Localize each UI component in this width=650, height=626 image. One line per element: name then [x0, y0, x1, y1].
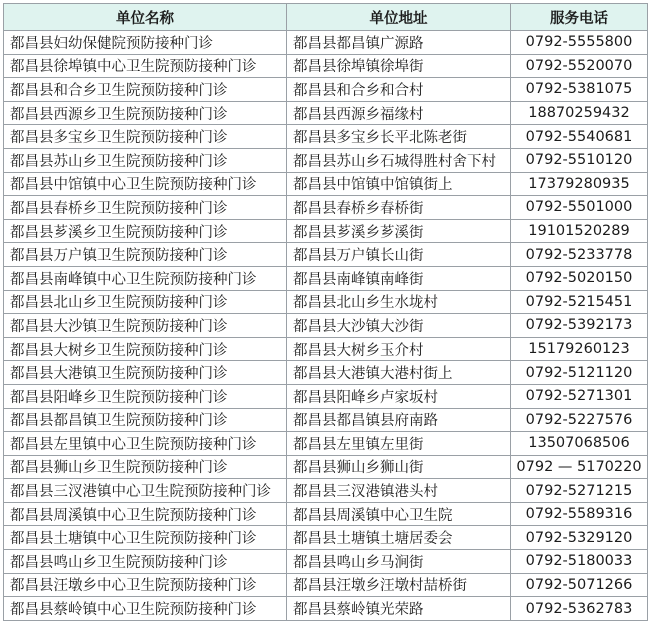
unit-name-cell: 都昌县鸣山乡卫生院预防接种门诊 [4, 550, 287, 574]
service-phone-cell: 0792-5180033 [511, 550, 648, 574]
header-row [4, 4, 648, 31]
vaccination-clinic-directory [3, 3, 647, 621]
column-header-unit-name: 单位名称 [4, 4, 287, 31]
service-phone-cell: 0792-5020150 [511, 266, 648, 290]
unit-address-cell: 都昌县南峰镇南峰街 [287, 266, 511, 290]
unit-address-cell: 都昌县万户镇长山街 [287, 243, 511, 267]
service-phone-cell: 13507068506 [511, 432, 648, 456]
unit-name-cell: 都昌县北山乡卫生院预防接种门诊 [4, 290, 287, 314]
table-row [4, 408, 648, 432]
table-row [4, 526, 648, 550]
unit-name-cell: 都昌县蔡岭镇中心卫生院预防接种门诊 [4, 597, 287, 621]
unit-name-cell: 都昌县中馆镇中心卫生院预防接种门诊 [4, 172, 287, 196]
service-phone-cell: 19101520289 [511, 219, 648, 243]
unit-address-cell: 都昌县春桥乡春桥街 [287, 196, 511, 220]
unit-name-cell: 都昌县妇幼保健院预防接种门诊 [4, 31, 287, 55]
column-header-service-phone: 服务电话 [511, 4, 648, 31]
unit-address-cell: 都昌县都昌镇县府南路 [287, 408, 511, 432]
unit-address-cell: 都昌县土塘镇土塘居委会 [287, 526, 511, 550]
unit-address-cell: 都昌县阳峰乡卢家坂村 [287, 384, 511, 408]
table-row [4, 432, 648, 456]
unit-address-cell: 都昌县大沙镇大沙街 [287, 314, 511, 338]
table-row [4, 148, 648, 172]
unit-address-cell: 都昌县汪墩乡汪墩村喆桥街 [287, 573, 511, 597]
table-row [4, 455, 648, 479]
service-phone-cell: 0792-5392173 [511, 314, 648, 338]
unit-address-cell: 都昌县都昌镇广源路 [287, 31, 511, 55]
table-row [4, 219, 648, 243]
unit-address-cell: 都昌县大港镇大港村街上 [287, 361, 511, 385]
table-row [4, 550, 648, 574]
service-phone-cell: 0792-5121120 [511, 361, 648, 385]
service-phone-cell: 0792-5555800 [511, 31, 648, 55]
unit-name-cell: 都昌县汪墩乡中心卫生院预防接种门诊 [4, 573, 287, 597]
unit-address-cell: 都昌县苏山乡石城得胜村舍下村 [287, 148, 511, 172]
unit-name-cell: 都昌县和合乡卫生院预防接种门诊 [4, 78, 287, 102]
unit-address-cell: 都昌县徐埠镇徐埠街 [287, 54, 511, 78]
unit-address-cell: 都昌县狮山乡狮山街 [287, 455, 511, 479]
unit-name-cell: 都昌县狮山乡卫生院预防接种门诊 [4, 455, 287, 479]
table-body [4, 31, 648, 621]
unit-address-cell: 都昌县中馆镇中馆镇街上 [287, 172, 511, 196]
unit-address-cell: 都昌县鸣山乡马涧街 [287, 550, 511, 574]
unit-address-cell: 都昌县周溪镇中心卫生院 [287, 502, 511, 526]
service-phone-cell: 0792-5501000 [511, 196, 648, 220]
service-phone-cell: 15179260123 [511, 337, 648, 361]
unit-name-cell: 都昌县多宝乡卫生院预防接种门诊 [4, 125, 287, 149]
table-row [4, 243, 648, 267]
table-row [4, 266, 648, 290]
unit-name-cell: 都昌县芗溪乡卫生院预防接种门诊 [4, 219, 287, 243]
unit-name-cell: 都昌县土塘镇中心卫生院预防接种门诊 [4, 526, 287, 550]
table-row [4, 597, 648, 621]
service-phone-cell: 0792-5215451 [511, 290, 648, 314]
service-phone-cell: 0792-5329120 [511, 526, 648, 550]
table-header [4, 4, 648, 31]
column-header-unit-address: 单位地址 [287, 4, 511, 31]
service-phone-cell: 0792-5227576 [511, 408, 648, 432]
table-row [4, 54, 648, 78]
table-row [4, 31, 648, 55]
table-row [4, 172, 648, 196]
table-row [4, 314, 648, 338]
unit-address-cell: 都昌县左里镇左里街 [287, 432, 511, 456]
table-row [4, 290, 648, 314]
table-row [4, 479, 648, 503]
unit-name-cell: 都昌县左里镇中心卫生院预防接种门诊 [4, 432, 287, 456]
unit-name-cell: 都昌县阳峰乡卫生院预防接种门诊 [4, 384, 287, 408]
table-row [4, 573, 648, 597]
unit-address-cell: 都昌县三汊港镇港头村 [287, 479, 511, 503]
unit-name-cell: 都昌县三汊港镇中心卫生院预防接种门诊 [4, 479, 287, 503]
unit-name-cell: 都昌县都昌镇卫生院预防接种门诊 [4, 408, 287, 432]
table-row [4, 337, 648, 361]
table-row [4, 502, 648, 526]
service-phone-cell: 0792-5510120 [511, 148, 648, 172]
service-phone-cell: 0792-5271215 [511, 479, 648, 503]
table-row [4, 78, 648, 102]
clinic-table [3, 3, 648, 621]
unit-name-cell: 都昌县南峰镇中心卫生院预防接种门诊 [4, 266, 287, 290]
service-phone-cell: 17379280935 [511, 172, 648, 196]
table-row [4, 196, 648, 220]
unit-name-cell: 都昌县徐埠镇中心卫生院预防接种门诊 [4, 54, 287, 78]
service-phone-cell: 0792 — 5170220 [511, 455, 648, 479]
unit-address-cell: 都昌县西源乡福缘村 [287, 101, 511, 125]
service-phone-cell: 0792-5362783 [511, 597, 648, 621]
unit-name-cell: 都昌县西源乡卫生院预防接种门诊 [4, 101, 287, 125]
unit-name-cell: 都昌县苏山乡卫生院预防接种门诊 [4, 148, 287, 172]
unit-name-cell: 都昌县春桥乡卫生院预防接种门诊 [4, 196, 287, 220]
unit-address-cell: 都昌县多宝乡长平北陈老街 [287, 125, 511, 149]
unit-name-cell: 都昌县万户镇卫生院预防接种门诊 [4, 243, 287, 267]
service-phone-cell: 0792-5520070 [511, 54, 648, 78]
unit-address-cell: 都昌县大树乡玉介村 [287, 337, 511, 361]
unit-name-cell: 都昌县大港镇卫生院预防接种门诊 [4, 361, 287, 385]
unit-address-cell: 都昌县北山乡生水垅村 [287, 290, 511, 314]
service-phone-cell: 0792-5071266 [511, 573, 648, 597]
unit-name-cell: 都昌县大树乡卫生院预防接种门诊 [4, 337, 287, 361]
table-row [4, 125, 648, 149]
unit-name-cell: 都昌县周溪镇中心卫生院预防接种门诊 [4, 502, 287, 526]
service-phone-cell: 0792-5233778 [511, 243, 648, 267]
service-phone-cell: 0792-5589316 [511, 502, 648, 526]
table-row [4, 361, 648, 385]
unit-address-cell: 都昌县芗溪乡芗溪街 [287, 219, 511, 243]
service-phone-cell: 0792-5540681 [511, 125, 648, 149]
unit-name-cell: 都昌县大沙镇卫生院预防接种门诊 [4, 314, 287, 338]
service-phone-cell: 18870259432 [511, 101, 648, 125]
service-phone-cell: 0792-5271301 [511, 384, 648, 408]
service-phone-cell: 0792-5381075 [511, 78, 648, 102]
unit-address-cell: 都昌县蔡岭镇光荣路 [287, 597, 511, 621]
table-row [4, 384, 648, 408]
table-row [4, 101, 648, 125]
unit-address-cell: 都昌县和合乡和合村 [287, 78, 511, 102]
